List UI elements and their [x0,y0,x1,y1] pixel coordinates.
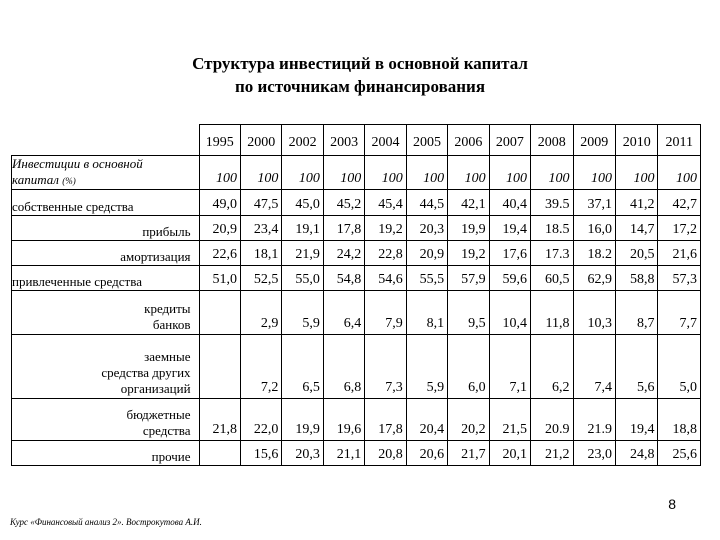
value-cell [199,291,240,335]
value-cell: 6,5 [282,335,323,399]
value-cell: 44,5 [406,190,447,216]
value-cell: 100 [448,156,489,190]
row-label-line [12,172,191,189]
value-cell: 21,1 [323,441,364,466]
value-cell: 100 [240,156,281,190]
value-cell: 17,8 [323,216,364,241]
value-cell: 20,3 [282,441,323,466]
value-cell: 100 [323,156,364,190]
value-cell: 10,3 [573,291,615,335]
table-row [12,335,701,399]
value-cell: 7,2 [240,335,281,399]
value-cell: 19,2 [365,216,406,241]
value-cell: 21,9 [282,241,323,266]
value-cell: 57,3 [658,266,701,291]
value-cell: 20,9 [199,216,240,241]
value-cell: 19,6 [323,399,364,441]
value-cell: 45,4 [365,190,406,216]
value-cell: 20,5 [615,241,657,266]
header-corner-cell [12,125,200,156]
value-cell: 8,1 [406,291,447,335]
year-header: 2006 [448,125,489,156]
value-cell: 7,1 [489,335,530,399]
value-cell: 100 [573,156,615,190]
value-cell: 19,1 [282,216,323,241]
value-cell: 19,4 [489,216,530,241]
table-row [12,291,701,335]
value-cell: 6,2 [531,335,573,399]
value-cell: 22,6 [199,241,240,266]
row-label-line: средства [142,423,191,438]
value-cell: 21.9 [573,399,615,441]
value-cell: 100 [282,156,323,190]
value-cell: 19,2 [448,241,489,266]
value-cell: 100 [199,156,240,190]
value-cell: 52,5 [240,266,281,291]
value-cell: 21,7 [448,441,489,466]
year-header: 2007 [489,125,530,156]
value-cell: 15,6 [240,441,281,466]
value-cell: 6,4 [323,291,364,335]
year-header: 2004 [365,125,406,156]
value-cell: 5,9 [406,335,447,399]
row-label: прибыль [12,216,200,241]
value-cell: 100 [615,156,657,190]
value-cell: 42,1 [448,190,489,216]
row-label-sub: капитал [12,172,59,187]
value-cell: 19,9 [448,216,489,241]
value-cell [199,441,240,466]
value-cell: 20,4 [406,399,447,441]
value-cell: 22,0 [240,399,281,441]
row-label [12,335,200,399]
table-header-row [12,125,701,156]
value-cell: 6,0 [448,335,489,399]
value-cell: 17,6 [489,241,530,266]
value-cell: 19,9 [282,399,323,441]
value-cell: 5,0 [658,335,701,399]
year-header: 2011 [658,125,701,156]
value-cell: 20,8 [365,441,406,466]
row-label-line: средства других [101,365,191,380]
value-cell: 54,6 [365,266,406,291]
page-title [0,52,720,98]
value-cell: 2,9 [240,291,281,335]
value-cell: 100 [365,156,406,190]
value-cell: 11,8 [531,291,573,335]
value-cell: 18.5 [531,216,573,241]
value-cell: 19,4 [615,399,657,441]
title-line-2: по источникам финансирования [234,77,486,96]
value-cell: 23,4 [240,216,281,241]
value-cell: 7,7 [658,291,701,335]
row-label: амортизация [12,241,200,266]
value-cell: 45,0 [282,190,323,216]
year-header: 2009 [573,125,615,156]
value-cell: 58,8 [615,266,657,291]
row-label-line: кредиты [144,301,191,316]
row-label: привлеченные средства [12,266,200,291]
value-cell: 24,2 [323,241,364,266]
row-label-line: бюджетные [126,407,191,422]
value-cell: 21,6 [658,241,701,266]
row-label: прочие [12,441,200,466]
value-cell: 8,7 [615,291,657,335]
value-cell: 17.3 [531,241,573,266]
value-cell: 17,2 [658,216,701,241]
value-cell: 59,6 [489,266,530,291]
row-label-line: банков [152,317,191,332]
year-header: 2003 [323,125,364,156]
row-label-line: Инвестиции в основной [12,156,143,171]
value-cell: 100 [406,156,447,190]
year-header: 2002 [282,125,323,156]
value-cell: 23,0 [573,441,615,466]
value-cell: 7,4 [573,335,615,399]
value-cell: 5,6 [615,335,657,399]
value-cell: 18,8 [658,399,701,441]
value-cell: 47,5 [240,190,281,216]
title-line-1: Структура инвестиций в основной капитал [192,54,528,73]
value-cell: 45,2 [323,190,364,216]
row-label-line: организаций [120,381,191,396]
value-cell: 100 [489,156,530,190]
value-cell: 21,8 [199,399,240,441]
value-cell: 25,6 [658,441,701,466]
value-cell: 16,0 [573,216,615,241]
value-cell: 10,4 [489,291,530,335]
value-cell [199,335,240,399]
footer-credit: Курс «Финансовый анализ 2». Вострокутова А.И. [10,517,202,527]
table-row [12,241,701,266]
value-cell: 18,1 [240,241,281,266]
table-row [12,216,701,241]
table-row [12,190,701,216]
year-header: 2005 [406,125,447,156]
value-cell: 7,9 [365,291,406,335]
year-header: 2000 [240,125,281,156]
value-cell: 20,2 [448,399,489,441]
row-label [12,291,200,335]
value-cell: 21,2 [531,441,573,466]
value-cell: 60,5 [531,266,573,291]
value-cell: 100 [658,156,701,190]
value-cell: 24,8 [615,441,657,466]
value-cell: 49,0 [199,190,240,216]
investment-structure-table [11,124,701,466]
value-cell: 21,5 [489,399,530,441]
value-cell: 39.5 [531,190,573,216]
table-row [12,441,701,466]
value-cell: 18.2 [573,241,615,266]
value-cell: 100 [531,156,573,190]
table-row [12,156,701,190]
value-cell: 20,9 [406,241,447,266]
year-header: 2008 [531,125,573,156]
value-cell: 20,1 [489,441,530,466]
value-cell: 40,4 [489,190,530,216]
table-row [12,266,701,291]
value-cell: 55,0 [282,266,323,291]
value-cell: 20,6 [406,441,447,466]
value-cell: 17,8 [365,399,406,441]
value-cell: 20.9 [531,399,573,441]
row-label [12,156,200,190]
year-header: 2010 [615,125,657,156]
row-label [12,399,200,441]
value-cell: 14,7 [615,216,657,241]
value-cell: 20,3 [406,216,447,241]
value-cell: 42,7 [658,190,701,216]
value-cell: 37,1 [573,190,615,216]
value-cell: 55,5 [406,266,447,291]
value-cell: 7,3 [365,335,406,399]
value-cell: 9,5 [448,291,489,335]
row-label: собственные средства [12,190,200,216]
value-cell: 5,9 [282,291,323,335]
value-cell: 54,8 [323,266,364,291]
value-cell: 22,8 [365,241,406,266]
page-number: 8 [668,496,676,512]
value-cell: 41,2 [615,190,657,216]
value-cell: 62,9 [573,266,615,291]
value-cell: 6,8 [323,335,364,399]
row-label-unit: (%) [62,176,76,186]
row-label-line: заемные [144,349,191,364]
value-cell: 57,9 [448,266,489,291]
value-cell: 51,0 [199,266,240,291]
year-header: 1995 [199,125,240,156]
table-row [12,399,701,441]
